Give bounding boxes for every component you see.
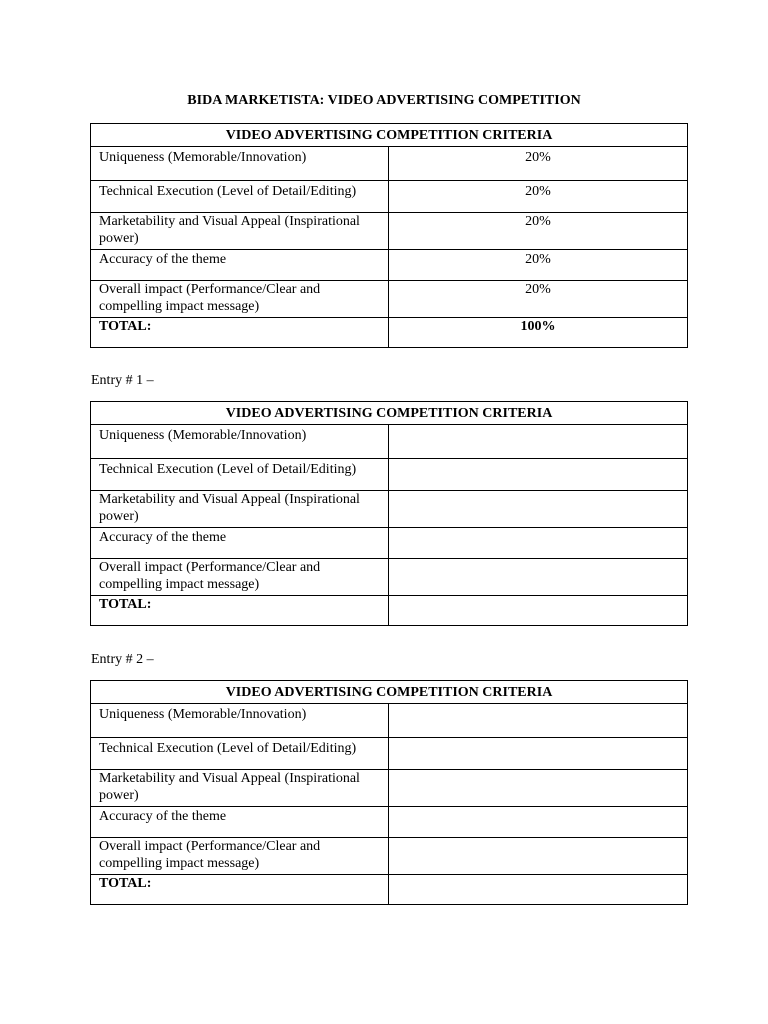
criterion-cell: Uniqueness (Memorable/Innovation) — [91, 425, 389, 459]
score-cell[interactable] — [389, 559, 688, 596]
weight-cell: 20% — [389, 281, 688, 318]
table-row — [91, 250, 688, 281]
criterion-cell: Uniqueness (Memorable/Innovation) — [91, 704, 389, 738]
criterion-cell: Accuracy of the theme — [91, 250, 389, 281]
table-row — [91, 559, 688, 596]
total-value: 100% — [389, 318, 688, 348]
table-header: VIDEO ADVERTISING COMPETITION CRITERIA — [91, 124, 688, 147]
total-label: TOTAL: — [91, 596, 389, 626]
total-row — [91, 318, 688, 348]
criterion-cell: Marketability and Visual Appeal (Inspirational power) — [91, 213, 389, 250]
table-row — [91, 281, 688, 318]
criterion-cell: Technical Execution (Level of Detail/Editing) — [91, 181, 389, 213]
score-cell[interactable] — [389, 838, 688, 875]
table-row — [91, 181, 688, 213]
criterion-cell: Overall impact (Performance/Clear and compelling impact message) — [91, 838, 389, 875]
weight-cell: 20% — [389, 250, 688, 281]
table-row — [91, 213, 688, 250]
total-row — [91, 875, 688, 905]
entry-1-label: Entry # 1 – — [91, 373, 154, 388]
total-score-cell[interactable] — [389, 875, 688, 905]
weight-cell: 20% — [389, 181, 688, 213]
score-cell[interactable] — [389, 491, 688, 528]
entry-2-label: Entry # 2 – — [91, 652, 154, 667]
weight-cell: 20% — [389, 147, 688, 181]
table-header: VIDEO ADVERTISING COMPETITION CRITERIA — [91, 681, 688, 704]
table-row — [91, 770, 688, 807]
criterion-cell: Overall impact (Performance/Clear and compelling impact message) — [91, 281, 389, 318]
criterion-cell: Overall impact (Performance/Clear and compelling impact message) — [91, 559, 389, 596]
total-label: TOTAL: — [91, 875, 389, 905]
criterion-cell: Uniqueness (Memorable/Innovation) — [91, 147, 389, 181]
table-row — [91, 425, 688, 459]
criteria-weights-table — [90, 123, 688, 348]
total-row — [91, 596, 688, 626]
table-row — [91, 528, 688, 559]
criterion-cell: Marketability and Visual Appeal (Inspirational power) — [91, 770, 389, 807]
total-label: TOTAL: — [91, 318, 389, 348]
criterion-cell: Technical Execution (Level of Detail/Editing) — [91, 738, 389, 770]
total-score-cell[interactable] — [389, 596, 688, 626]
table-row — [91, 838, 688, 875]
score-cell[interactable] — [389, 528, 688, 559]
table-row — [91, 491, 688, 528]
score-cell[interactable] — [389, 807, 688, 838]
score-cell[interactable] — [389, 425, 688, 459]
table-row — [91, 738, 688, 770]
table-row — [91, 459, 688, 491]
score-cell[interactable] — [389, 459, 688, 491]
criterion-cell: Accuracy of the theme — [91, 807, 389, 838]
weight-cell: 20% — [389, 213, 688, 250]
criterion-cell: Accuracy of the theme — [91, 528, 389, 559]
criterion-cell: Technical Execution (Level of Detail/Editing) — [91, 459, 389, 491]
document-title: BIDA MARKETISTA: VIDEO ADVERTISING COMPETITION — [187, 93, 581, 108]
score-cell[interactable] — [389, 704, 688, 738]
criterion-cell: Marketability and Visual Appeal (Inspirational power) — [91, 491, 389, 528]
entry-1-score-table — [90, 401, 688, 626]
score-cell[interactable] — [389, 770, 688, 807]
entry-2-score-table — [90, 680, 688, 905]
score-cell[interactable] — [389, 738, 688, 770]
table-row — [91, 807, 688, 838]
table-row — [91, 704, 688, 738]
table-row — [91, 147, 688, 181]
table-header: VIDEO ADVERTISING COMPETITION CRITERIA — [91, 402, 688, 425]
